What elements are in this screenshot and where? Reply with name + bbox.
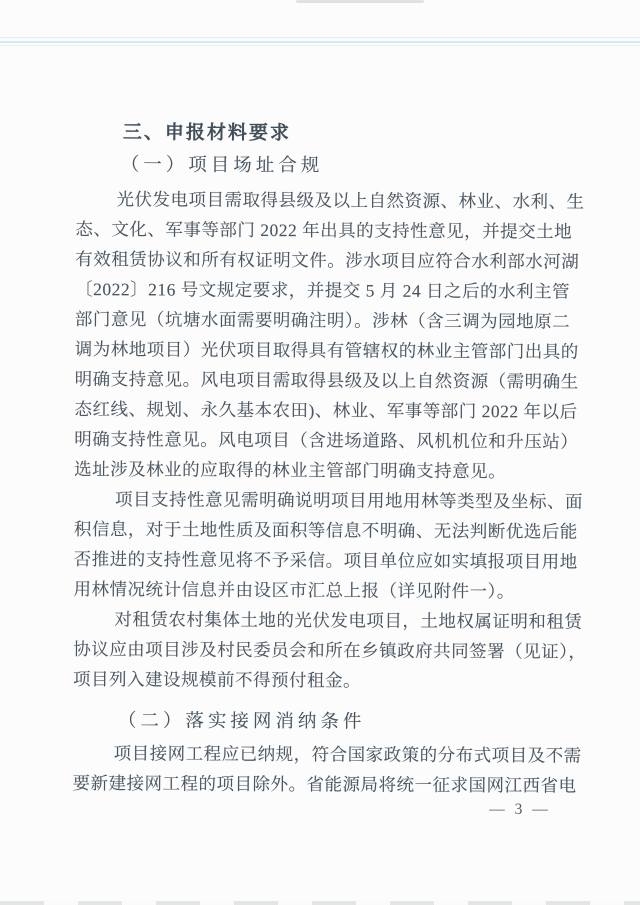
paragraph-line: 调为林地项目）光伏项目取得具有管辖权的林业主管部门出具的 [74, 338, 579, 362]
paragraph-line: 项目列入建设规模前不得预付租金。 [73, 668, 362, 691]
paragraph-line: 态红线、规划、永久基本农田)、林业、军事等部门 2022 年以后 [74, 398, 578, 422]
paragraph-line: 用林情况统计信息并由设区市汇总上报（详见附件一）。 [73, 578, 515, 602]
paragraph-line: 明确支持性意见。风电项目（含进场道路、风机机位和升压站） [74, 428, 579, 452]
scan-artifact-cyan-rule-top [0, 37, 640, 38]
paragraph-line: 光伏发电项目需取得县级及以上自然资源、林业、水利、生 [116, 189, 585, 212]
paragraph-line: 否推进的支持性意见将不予采信。项目单位应如实填报项目用地 [73, 548, 578, 572]
paragraph-line: 态、文化、军事等部门 2022 年出具的支持性意见，并提交土地 [75, 218, 573, 242]
paragraph-line: 项目支持性意见需明确说明项目用地用林等类型及坐标、面 [114, 489, 584, 512]
paragraph-line: 明确支持意见。风电项目需取得县级及以上自然资源（需明确生 [74, 368, 579, 392]
paragraph-line: 项目接网工程应已纳规，符合国家政策的分布式项目及不需 [113, 743, 582, 766]
page-number: — 3 — [489, 801, 551, 818]
scan-artifact-cyan-rule-middle [0, 41, 640, 43]
paragraph-line: 有效租赁协议和所有权证明文件。涉水项目应符合水利部水河湖 [75, 248, 580, 272]
subsection-1-heading: （一）项目场址合规 [120, 155, 324, 177]
scan-artifact-bottom-smudge [0, 901, 640, 905]
paragraph-line: 协议应由项目涉及村民委员会和所在乡镇政府共同签署（见证）， [73, 638, 587, 662]
paragraph-line: 积信息，对于土地性质及面积等信息不明确、无法判断优选后能 [73, 518, 578, 542]
document-body [72, 118, 587, 801]
paragraph-line: 〔2022〕216 号文规定要求，并提交 5 月 24 日之后的水利主管 [75, 278, 571, 302]
paragraph-line: 要新建接网工程的项目除外。省能源局将统一征求国网江西省电 [72, 772, 577, 796]
subsection-2-heading: （二）落实接网消纳条件 [117, 711, 366, 733]
scan-artifact-top-smudge [296, 0, 424, 3]
paragraph-line: 选址涉及林业的应取得的林业主管部门明确支持意见。 [74, 458, 507, 482]
paragraph-site-compliance [74, 184, 585, 487]
section-heading: 三、申报材料要求 [122, 122, 291, 145]
scan-artifact-cyan-rule-bottom [0, 45, 640, 46]
paragraph-line: 对租赁农村集体土地的光伏发电项目，土地权属证明和租赁 [114, 609, 583, 632]
paragraph-land-lease [73, 604, 587, 697]
paragraph-grid-connection [72, 738, 582, 801]
paragraph-line: 部门意见（坑塘水面需要明确注明）。涉林（含三调为园地原二 [74, 308, 571, 332]
paragraph-support-opinion [73, 484, 584, 607]
